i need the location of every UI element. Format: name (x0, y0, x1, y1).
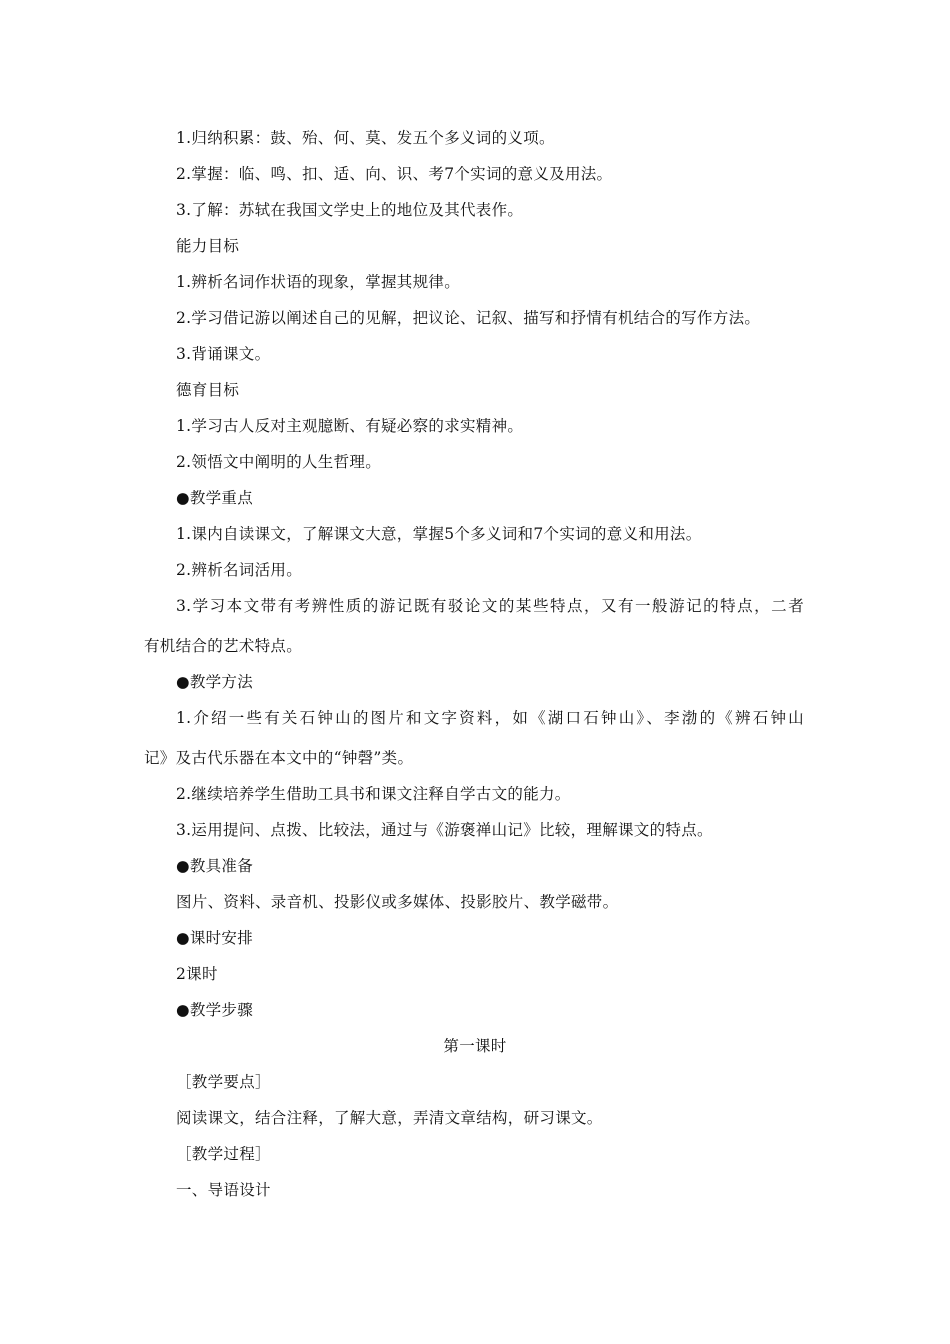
intro-design-heading: 一、导语设计 (176, 1181, 271, 1199)
teaching-focus-heading: ●教学重点 (176, 489, 254, 507)
knowledge-goal-2: 2.掌握：临、鸣、扣、适、向、识、考7个实词的意义及用法。 (176, 165, 613, 183)
moral-goals-heading: 德育目标 (176, 381, 240, 399)
teaching-aids-heading: ●教具准备 (176, 857, 254, 875)
knowledge-goal-1: 1.归纳积累：鼓、殆、何、莫、发五个多义词的义项。 (176, 129, 555, 147)
teaching-focus-3-line1: 3.学习本文带有考辨性质的游记既有驳论文的某些特点，又有一般游记的特点，二者 (176, 597, 804, 615)
teaching-focus-1: 1.课内自读课文，了解课文大意，掌握5个多义词和7个实词的意义和用法。 (176, 525, 702, 543)
teaching-method-1-line2: 记》及古代乐器在本文中的“钟磬”类。 (144, 749, 414, 767)
teaching-method-3: 3.运用提问、点拨、比较法，通过与《游褒禅山记》比较，理解课文的特点。 (176, 821, 713, 839)
ability-goal-1: 1.辨析名词作状语的现象，掌握其规律。 (176, 273, 460, 291)
moral-goal-1: 1.学习古人反对主观臆断、有疑必察的求实精神。 (176, 417, 524, 435)
teaching-steps-heading: ●教学步骤 (176, 1001, 254, 1019)
lesson-one-title: 第一课时 (443, 1037, 507, 1055)
ability-goal-2: 2.学习借记游以阐述自己的见解，把议论、记叙、描写和抒情有机结合的写作方法。 (176, 309, 761, 327)
teaching-focus-3-line2: 有机结合的艺术特点。 (144, 637, 303, 655)
teaching-process-label: ［教学过程］ (176, 1145, 271, 1163)
schedule-value: 2课时 (176, 965, 218, 983)
moral-goal-2: 2.领悟文中阐明的人生哲理。 (176, 453, 381, 471)
ability-goals-heading: 能力目标 (176, 237, 240, 255)
ability-goal-3: 3.背诵课文。 (176, 345, 271, 363)
lesson-key-points-label: ［教学要点］ (176, 1073, 271, 1091)
teaching-method-2: 2.继续培养学生借助工具书和课文注释自学古文的能力。 (176, 785, 571, 803)
teaching-focus-2: 2.辨析名词活用。 (176, 561, 302, 579)
schedule-heading: ●课时安排 (176, 929, 254, 947)
knowledge-goal-3: 3.了解：苏轼在我国文学史上的地位及其代表作。 (176, 201, 524, 219)
lesson-key-points-text: 阅读课文，结合注释，了解大意，弄清文章结构，研习课文。 (176, 1109, 603, 1127)
teaching-aids-list: 图片、资料、录音机、投影仪或多媒体、投影胶片、教学磁带。 (176, 893, 619, 911)
teaching-method-1-line1: 1.介绍一些有关石钟山的图片和文字资料，如《湖口石钟山》、李渤的《辨石钟山 (176, 709, 804, 727)
teaching-methods-heading: ●教学方法 (176, 673, 254, 691)
